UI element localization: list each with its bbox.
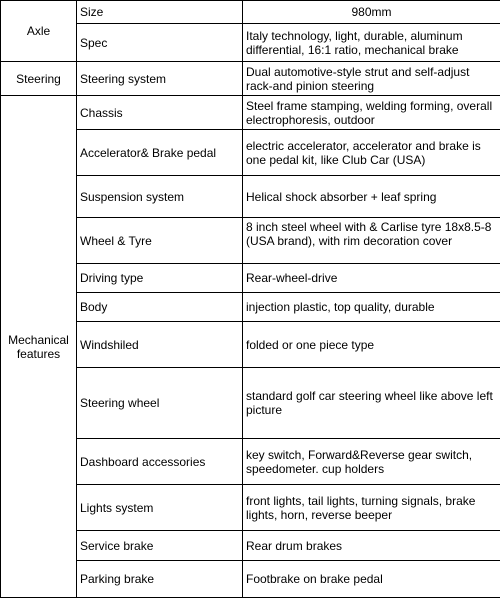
table-row xyxy=(1,96,500,130)
table-row xyxy=(1,1,500,24)
item-cell: Lights system xyxy=(77,485,243,531)
value-cell: key switch, Forward&Reverse gear switch, speedometer. cup holders xyxy=(243,439,500,485)
value-cell: Rear-wheel-drive xyxy=(243,264,500,293)
value-text: 8 inch steel wheel with & Carlise tyre 18x8.5-8 (USA brand), with rim decoration cover xyxy=(246,220,492,248)
item-cell: Suspension system xyxy=(77,176,243,218)
value-cell: Rear drum brakes xyxy=(243,531,500,561)
category-axle: Axle xyxy=(1,1,77,62)
value-cell xyxy=(243,218,500,264)
item-cell: Dashboard accessories xyxy=(77,439,243,485)
value-cell: folded or one piece type xyxy=(243,322,500,368)
item-cell: Windshiled xyxy=(77,322,243,368)
item-cell: Steering wheel xyxy=(77,368,243,439)
value-cell: front lights, tail lights, turning signals, brake lights, horn, reverse beeper xyxy=(243,485,500,531)
item-cell: Spec xyxy=(77,24,243,62)
item-cell: Accelerator& Brake pedal xyxy=(77,130,243,176)
item-cell: Chassis xyxy=(77,96,243,130)
category-mechanical-features: Mechanical features xyxy=(1,96,77,598)
item-cell: Size xyxy=(77,1,243,24)
value-cell: Dual automotive-style strut and self-adjust rack-and pinion steering xyxy=(243,62,500,96)
item-cell: Steering system xyxy=(77,62,243,96)
item-cell: Service brake xyxy=(77,531,243,561)
item-cell: Parking brake xyxy=(77,561,243,598)
value-cell: 980mm xyxy=(243,1,500,24)
value-cell: Steel frame stamping, welding forming, overall electrophoresis, outdoor xyxy=(243,96,500,130)
table-row xyxy=(1,62,500,96)
value-cell: Footbrake on brake pedal xyxy=(243,561,500,598)
item-cell: Body xyxy=(77,293,243,322)
item-cell: Driving type xyxy=(77,264,243,293)
item-cell: Wheel & Tyre xyxy=(77,218,243,264)
value-cell: standard golf car steering wheel like above left picture xyxy=(243,368,500,439)
value-cell: injection plastic, top quality, durable xyxy=(243,293,500,322)
value-cell: Helical shock absorber + leaf spring xyxy=(243,176,500,218)
value-cell: Italy technology, light, durable, aluminum differential, 16:1 ratio, mechanical brake xyxy=(243,24,500,62)
category-steering: Steering xyxy=(1,62,77,96)
value-cell: electric accelerator, accelerator and brake is one pedal kit, like Club Car (USA) xyxy=(243,130,500,176)
